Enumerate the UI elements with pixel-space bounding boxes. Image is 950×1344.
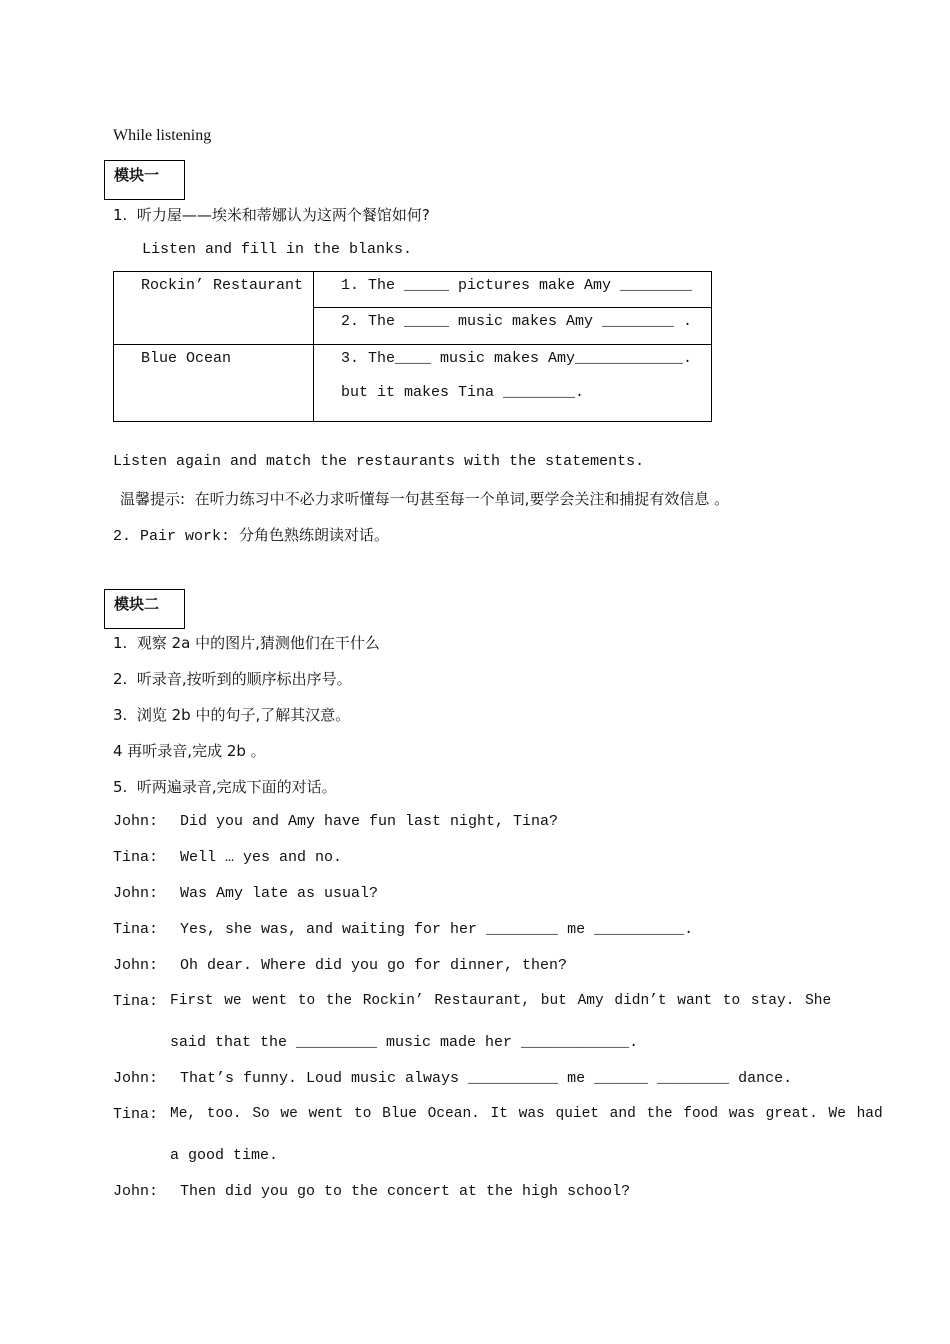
dialogue-line: That’s funny. Loud music always __________ me ______ ________ dance. bbox=[180, 1070, 793, 1087]
section-heading: While listening bbox=[113, 127, 212, 144]
dialogue-line: Oh dear. Where did you go for dinner, then? bbox=[180, 957, 568, 974]
dialogue-line: Was Amy late as usual? bbox=[180, 885, 379, 902]
dialogue-speaker: Tina: bbox=[113, 993, 159, 1010]
dialogue-line: First we went to the Rockin’ Restaurant, but Amy didn’t want to stay. She bbox=[170, 993, 832, 1009]
pair-work: 2. Pair work: 分角色熟练朗读对话。 bbox=[113, 528, 390, 545]
module2-label: 模块二 bbox=[104, 589, 185, 629]
dialogue-speaker: Tina: bbox=[113, 1106, 159, 1123]
rockin-restaurant-name: Rockin’ Restaurant bbox=[141, 277, 304, 294]
dialogue-line-continuation: a good time. bbox=[170, 1147, 279, 1164]
module2-step: 5. 听两遍录音,完成下面的对话。 bbox=[113, 778, 337, 796]
blue-ocean-statement-line-2: but it makes Tina ________. bbox=[341, 384, 585, 401]
dialogue-line: Did you and Amy have fun last night, Tina? bbox=[180, 813, 559, 830]
restaurant-table bbox=[113, 271, 712, 422]
rockin-statement-2-text: 2. The _____ music makes Amy ________ . bbox=[341, 313, 693, 330]
dialogue-speaker: Tina: bbox=[113, 921, 159, 938]
dialogue-speaker: John: bbox=[113, 1183, 159, 1200]
match-instruction: Listen again and match the restaurants with the statements. bbox=[113, 453, 645, 470]
module2-step: 4 再听录音,完成 2b 。 bbox=[113, 742, 266, 760]
module1-label: 模块一 bbox=[104, 160, 185, 200]
module2-step: 3. 浏览 2b 中的句子,了解其汉意。 bbox=[113, 706, 351, 724]
module2-step: 2. 听录音,按听到的顺序标出序号。 bbox=[113, 670, 352, 688]
dialogue-line-continuation: said that the _________ music made her ____________. bbox=[170, 1034, 639, 1051]
rockin-restaurant-cell bbox=[114, 272, 314, 345]
module1-instruction: Listen and fill in the blanks. bbox=[142, 241, 413, 258]
dialogue-speaker: John: bbox=[113, 813, 159, 830]
dialogue-speaker: John: bbox=[113, 957, 159, 974]
module2-step: 1. 观察 2a 中的图片,猜测他们在干什么 bbox=[113, 634, 380, 652]
dialogue-line: Me, too. So we went to Blue Ocean. It was quiet and the food was great. We had bbox=[170, 1106, 883, 1122]
dialogue-speaker: Tina: bbox=[113, 849, 159, 866]
dialogue-line: Well … yes and no. bbox=[180, 849, 343, 866]
dialogue-line: Yes, she was, and waiting for her ________ me __________. bbox=[180, 921, 694, 938]
blue-ocean-statement-line-1: 3. The____ music makes Amy____________. bbox=[341, 350, 693, 367]
dialogue-speaker: John: bbox=[113, 885, 159, 902]
blue-ocean-name: Blue Ocean bbox=[141, 350, 232, 367]
rockin-statement-2 bbox=[314, 308, 712, 345]
rockin-statement-1-text: 1. The _____ pictures make Amy ________ bbox=[341, 277, 693, 294]
module1-question-1: 1. 听力屋——埃米和蒂娜认为这两个餐馆如何? bbox=[113, 206, 430, 224]
blue-ocean-cell bbox=[114, 345, 314, 422]
dialogue-speaker: John: bbox=[113, 1070, 159, 1087]
listening-tip: 温馨提示: 在听力练习中不必力求听懂每一句甚至每一个单词,要学会关注和捕捉有效信息 。 bbox=[120, 490, 730, 508]
rockin-statement-1 bbox=[314, 272, 712, 308]
dialogue-line: Then did you go to the concert at the high school? bbox=[180, 1183, 631, 1200]
blue-ocean-statement bbox=[314, 345, 712, 422]
